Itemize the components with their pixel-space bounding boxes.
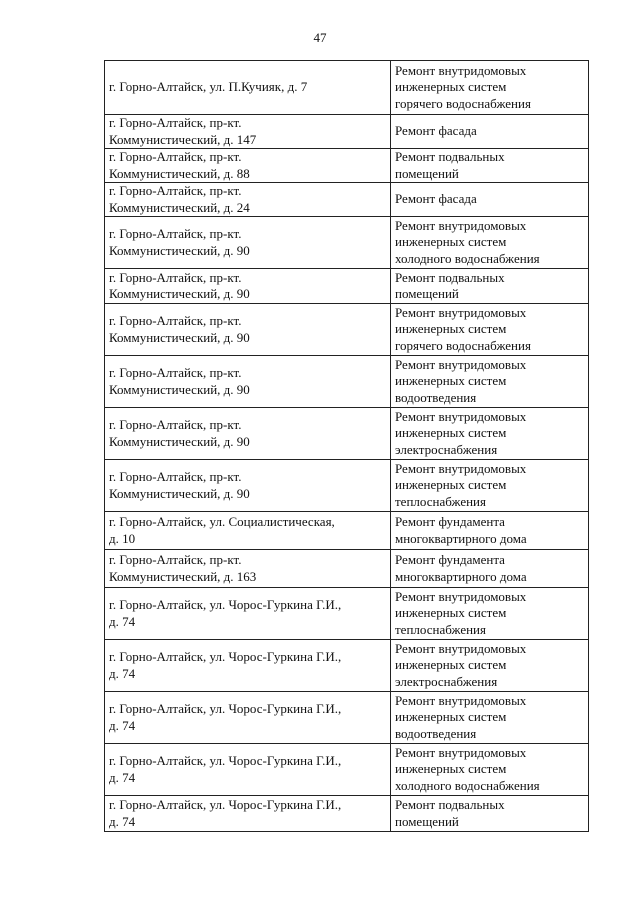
address-line: Коммунистический, д. 163 <box>109 568 257 584</box>
work-type-line: Ремонт подвальных <box>395 797 505 812</box>
work-type-cell <box>391 640 589 692</box>
work-type-cell <box>391 304 589 356</box>
address-cell <box>105 269 391 304</box>
work-type-cell <box>391 217 589 269</box>
address-line: г. Горно-Алтайск, пр-кт. <box>109 552 242 567</box>
address-line: Коммунистический, д. 90 <box>109 329 250 345</box>
work-type-line: инженерных систем <box>395 605 507 621</box>
address-cell <box>105 692 391 744</box>
work-type-line: многоквартирного дома <box>395 530 527 546</box>
work-type-line: помещений <box>395 813 459 829</box>
address-cell <box>105 588 391 640</box>
address-line: Коммунистический, д. 90 <box>109 433 250 449</box>
work-type-line: Ремонт внутридомовых <box>395 588 527 604</box>
table-row <box>105 692 589 744</box>
address-line: г. Горно-Алтайск, пр-кт. <box>109 149 242 164</box>
address-line: г. Горно-Алтайск, ул. Чорос-Гуркина Г.И., <box>109 597 342 612</box>
work-type-line: Ремонт фасада <box>395 123 477 139</box>
work-type-cell <box>391 61 589 115</box>
work-type-line: инженерных систем <box>395 234 507 250</box>
address-line: г. Горно-Алтайск, пр-кт. <box>109 269 242 285</box>
work-type-line: Ремонт внутридомовых <box>395 217 527 233</box>
work-type-line: холодного водоснабжения <box>395 250 540 266</box>
address-cell <box>105 408 391 460</box>
address-cell <box>105 115 391 149</box>
work-type-cell <box>391 512 589 550</box>
address-line: г. Горно-Алтайск, пр-кт. <box>109 469 242 484</box>
work-type-line: электроснабжения <box>395 441 498 457</box>
work-type-cell <box>391 744 589 796</box>
work-type-line: инженерных систем <box>395 79 507 95</box>
work-type-line: Ремонт внутридомовых <box>395 692 527 708</box>
address-cell <box>105 217 391 269</box>
work-type-line: Ремонт подвальных <box>395 149 505 164</box>
work-type-cell <box>391 115 589 149</box>
work-type-line: Ремонт внутридомовых <box>395 408 527 424</box>
table-row <box>105 183 589 217</box>
work-type-line: холодного водоснабжения <box>395 777 540 793</box>
work-type-line: Ремонт подвальных <box>395 269 505 285</box>
address-line: г. Горно-Алтайск, пр-кт. <box>109 226 242 241</box>
address-line: г. Горно-Алтайск, ул. Чорос-Гуркина Г.И., <box>109 797 342 812</box>
address-line: д. 74 <box>109 717 136 733</box>
work-type-line: Ремонт внутридомовых <box>395 640 527 656</box>
page-number: 47 <box>313 30 327 45</box>
address-line: г. Горно-Алтайск, ул. П.Кучияк, д. 7 <box>109 79 308 95</box>
table-row <box>105 149 589 183</box>
table-row <box>105 744 589 796</box>
table-row <box>105 356 589 408</box>
work-type-cell <box>391 692 589 744</box>
table-row <box>105 408 589 460</box>
table-row <box>105 61 589 115</box>
work-type-cell <box>391 796 589 832</box>
address-line: г. Горно-Алтайск, ул. Чорос-Гуркина Г.И., <box>109 753 342 768</box>
address-line: Коммунистический, д. 90 <box>109 242 250 258</box>
address-line: г. Горно-Алтайск, пр-кт. <box>109 183 242 198</box>
work-type-line: водоотведения <box>395 389 477 405</box>
address-cell <box>105 304 391 356</box>
work-type-line: инженерных систем <box>395 373 507 389</box>
address-cell <box>105 183 391 217</box>
table-row <box>105 269 589 304</box>
repair-works-table-body <box>105 61 589 832</box>
address-line: д. 74 <box>109 613 136 629</box>
work-type-line: теплоснабжения <box>395 621 486 637</box>
table-row <box>105 460 589 512</box>
address-cell <box>105 460 391 512</box>
work-type-line: инженерных систем <box>395 477 507 493</box>
work-type-cell <box>391 408 589 460</box>
work-type-line: инженерных систем <box>395 657 507 673</box>
address-line: Коммунистический, д. 90 <box>109 286 250 301</box>
work-type-line: помещений <box>395 165 459 181</box>
work-type-line: инженерных систем <box>395 709 507 725</box>
work-type-cell <box>391 550 589 588</box>
address-cell <box>105 61 391 115</box>
table-row <box>105 217 589 269</box>
work-type-line: инженерных систем <box>395 425 507 441</box>
work-type-line: водоотведения <box>395 725 477 741</box>
work-type-cell <box>391 460 589 512</box>
table-row <box>105 640 589 692</box>
work-type-line: Ремонт внутридомовых <box>395 460 527 476</box>
table-row <box>105 550 589 588</box>
table-row <box>105 115 589 149</box>
address-cell <box>105 744 391 796</box>
address-line: Коммунистический, д. 90 <box>109 381 250 397</box>
address-cell <box>105 640 391 692</box>
work-type-line: многоквартирного дома <box>395 568 527 584</box>
address-line: Коммунистический, д. 90 <box>109 485 250 501</box>
address-line: Коммунистический, д. 88 <box>109 165 250 181</box>
address-line: г. Горно-Алтайск, ул. Чорос-Гуркина Г.И., <box>109 649 342 664</box>
table-row <box>105 588 589 640</box>
work-type-line: теплоснабжения <box>395 493 486 509</box>
address-cell <box>105 550 391 588</box>
address-cell <box>105 149 391 183</box>
address-line: г. Горно-Алтайск, ул. Чорос-Гуркина Г.И., <box>109 701 342 716</box>
address-cell <box>105 512 391 550</box>
work-type-line: Ремонт внутридомовых <box>395 744 527 760</box>
address-line: г. Горно-Алтайск, пр-кт. <box>109 115 242 130</box>
address-line: г. Горно-Алтайск, пр-кт. <box>109 417 242 432</box>
address-line: д. 74 <box>109 813 136 829</box>
address-line: г. Горно-Алтайск, пр-кт. <box>109 313 242 328</box>
table-row <box>105 304 589 356</box>
work-type-line: инженерных систем <box>395 761 507 777</box>
work-type-cell <box>391 269 589 304</box>
work-type-line: Ремонт фундамента <box>395 514 505 529</box>
repair-works-table <box>104 60 589 832</box>
work-type-line: инженерных систем <box>395 321 507 337</box>
work-type-line: электроснабжения <box>395 673 498 689</box>
address-line: г. Горно-Алтайск, ул. Социалистическая, <box>109 514 335 529</box>
address-cell <box>105 356 391 408</box>
work-type-line: Ремонт фасада <box>395 191 477 207</box>
table-row <box>105 796 589 832</box>
address-line: д. 74 <box>109 665 136 681</box>
address-line: д. 10 <box>109 530 136 546</box>
work-type-line: Ремонт фундамента <box>395 552 505 567</box>
work-type-line: горячего водоснабжения <box>395 337 531 353</box>
address-line: д. 74 <box>109 769 136 785</box>
table-row <box>105 512 589 550</box>
work-type-line: помещений <box>395 286 459 301</box>
address-line: г. Горно-Алтайск, пр-кт. <box>109 365 242 380</box>
work-type-line: Ремонт внутридомовых <box>395 62 527 78</box>
work-type-cell <box>391 149 589 183</box>
address-cell <box>105 796 391 832</box>
address-line: Коммунистический, д. 147 <box>109 131 257 147</box>
address-line: Коммунистический, д. 24 <box>109 199 250 215</box>
work-type-line: горячего водоснабжения <box>395 95 531 111</box>
work-type-line: Ремонт внутридомовых <box>395 304 527 320</box>
work-type-cell <box>391 183 589 217</box>
work-type-line: Ремонт внутридомовых <box>395 356 527 372</box>
work-type-cell <box>391 588 589 640</box>
work-type-cell <box>391 356 589 408</box>
